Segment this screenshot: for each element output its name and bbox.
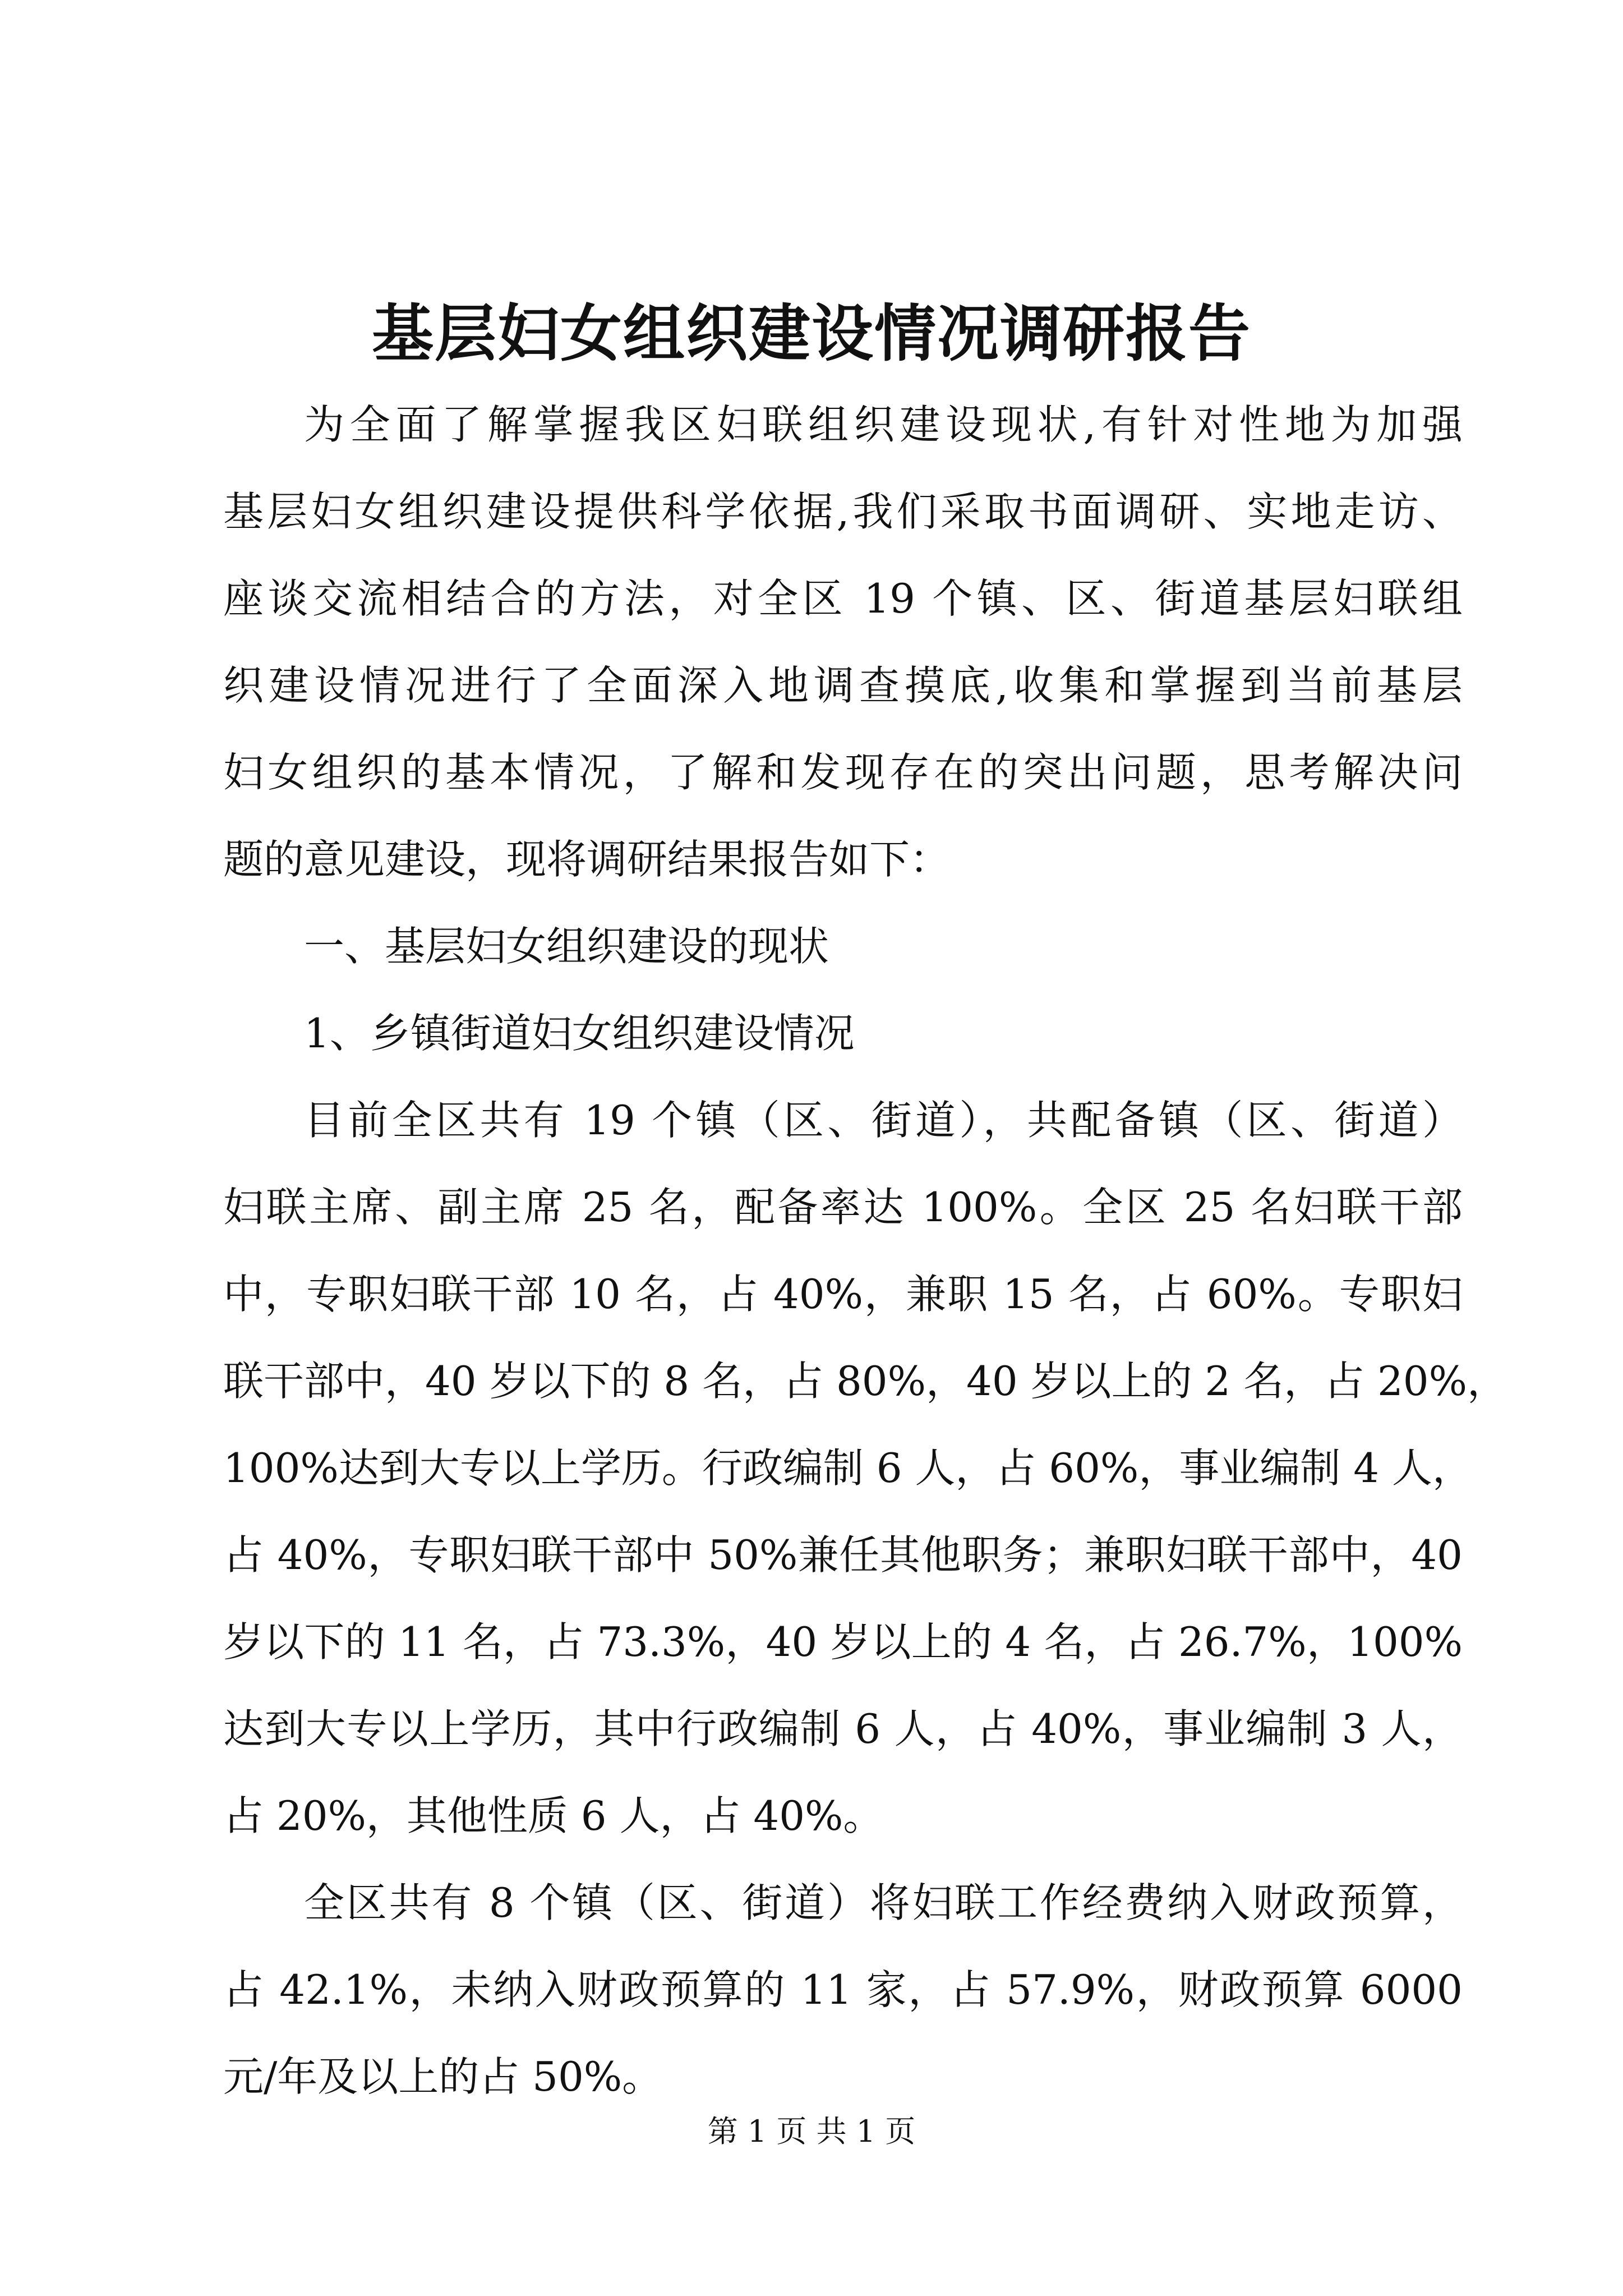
page-footer: 第 1 页 共 1 页 [707, 2114, 916, 2149]
document-title: 基层妇女组织建设情况调研报告 [372, 297, 1251, 370]
text-line: 织建设情况进行了全面深入地调查摸底,收集和掌握到当前基层 [223, 662, 1463, 709]
text-line: 基层妇女组织建设提供科学依据,我们采取书面调研、实地走访、 [223, 488, 1463, 535]
text-line: 妇女组织的基本情况，了解和发现存在的突出问题，思考解决问 [223, 749, 1463, 796]
text-line: 为全面了解掌握我区妇联组织建设现状,有针对性地为加强 [304, 401, 1463, 448]
text-line: 目前全区共有 19 个镇（区、街道），共配备镇（区、街道） [304, 1097, 1463, 1144]
text-line: 座谈交流相结合的方法，对全区 19 个镇、区、街道基层妇联组 [223, 575, 1463, 622]
section-heading: 一、基层妇女组织建设的现状 [304, 923, 829, 970]
document-body [223, 381, 1508, 2120]
text-line: 联干部中，40 岁以下的 8 名，占 80%，40 岁以上的 2 名，占 20%， [223, 1358, 1508, 1405]
text-line: 100%达到大专以上学历。行政编制 6 人，占 60%，事业编制 4 人， [223, 1444, 1473, 1492]
text-line: 题的意见建设，现将调研结果报告如下： [223, 836, 951, 883]
text-line: 妇联主席、副主席 25 名，配备率达 100%。全区 25 名妇联干部 [223, 1184, 1463, 1231]
text-line: 元/年及以上的占 50%。 [223, 2053, 663, 2100]
intro-paragraph [223, 381, 1463, 903]
subsection-heading: 1、乡镇街道妇女组织建设情况 [304, 1010, 855, 1057]
text-line: 占 42.1%，未纳入财政预算的 11 家，占 57.9%，财政预算 6000 [223, 1966, 1463, 2013]
text-line: 全区共有 8 个镇（区、街道）将妇联工作经费纳入财政预算， [304, 1879, 1463, 1926]
text-line: 占 20%，其他性质 6 人，占 40%。 [223, 1792, 884, 1839]
budget-paragraph [223, 1860, 1463, 2120]
text-line: 占 40%，专职妇联干部中 50%兼任其他职务；兼职妇联干部中，40 [223, 1531, 1463, 1579]
text-line: 中，专职妇联干部 10 名，占 40%，兼职 15 名，占 60%。专职妇 [223, 1271, 1463, 1318]
text-line: 岁以下的 11 名，占 73.3%，40 岁以上的 4 名，占 26.7%，100% [223, 1618, 1463, 1665]
text-line: 达到大专以上学历，其中行政编制 6 人，占 40%，事业编制 3 人， [223, 1705, 1463, 1752]
staffing-paragraph [223, 1077, 1508, 1860]
